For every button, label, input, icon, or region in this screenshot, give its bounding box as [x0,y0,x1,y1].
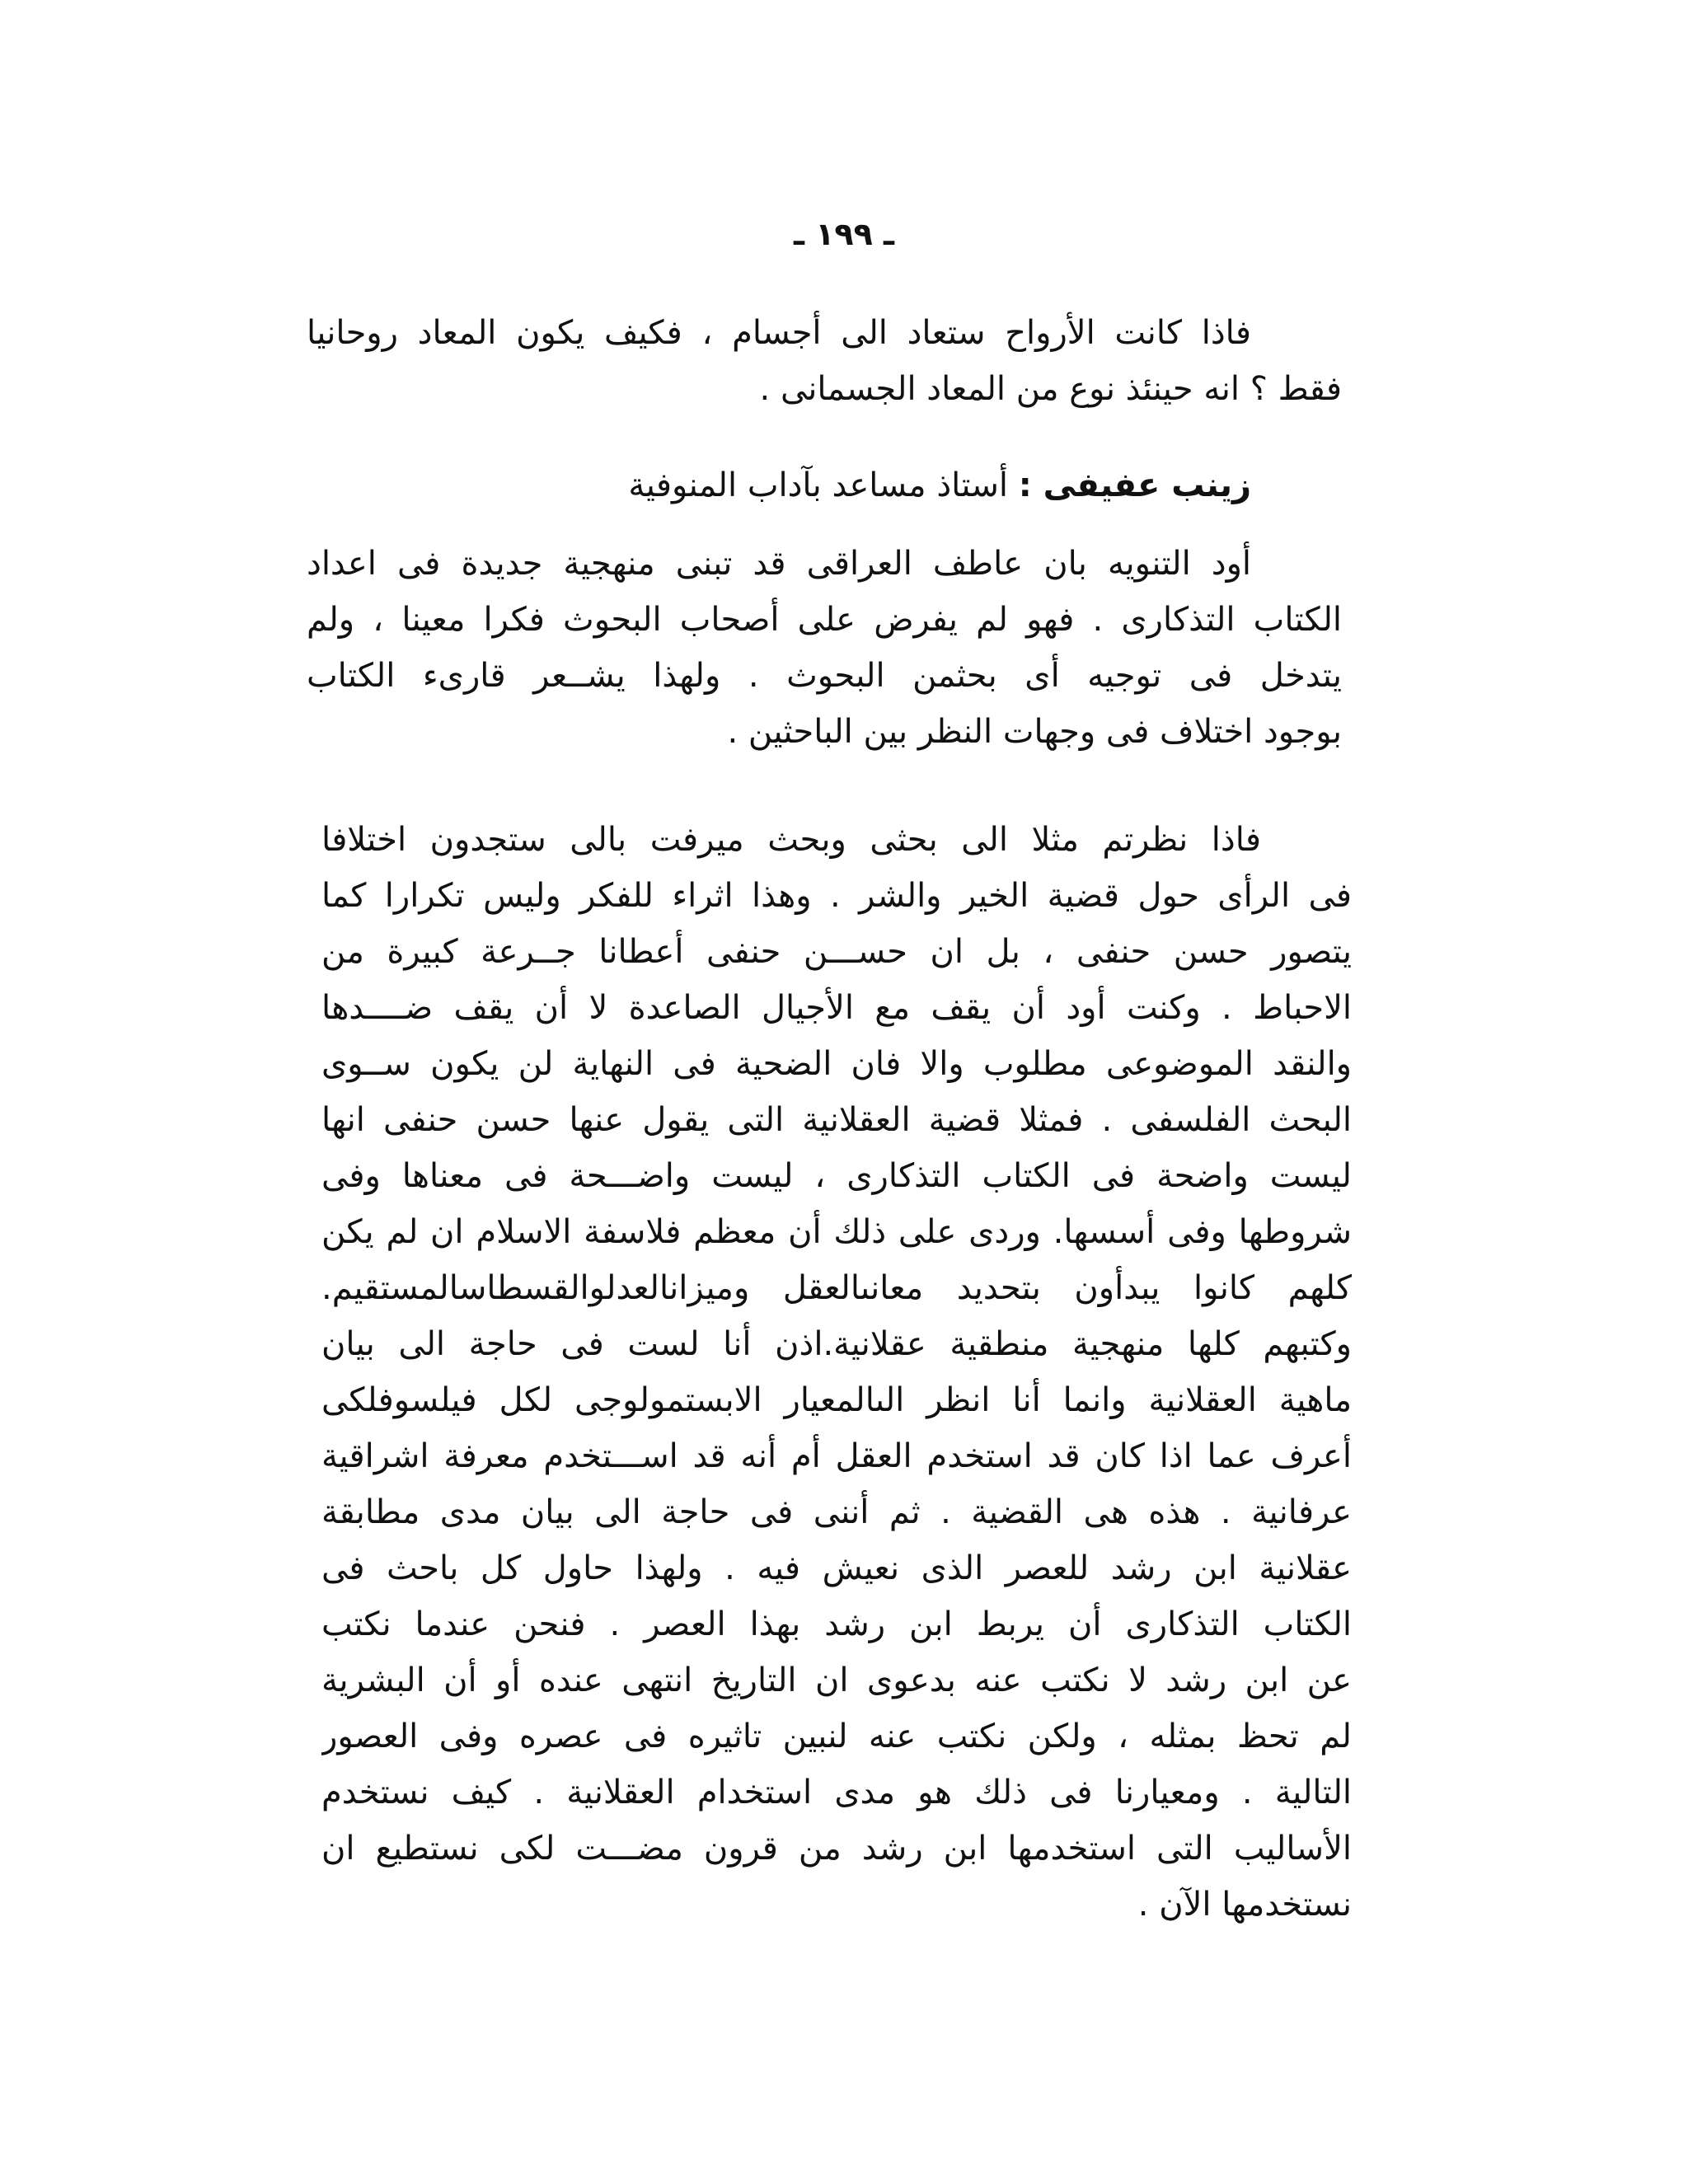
paragraph-2 [307,536,1342,760]
text-line: فى الرأى حول قضية الخير والشر . وهذا اثراء للفكر وليس تكرارا كما [321,877,1352,915]
text-line: نستخدمها الآن . [1137,1886,1352,1924]
text-line: الكتاب التذكارى أن يربط ابن رشد بهذا العصر . فنحن عندما نكتب [321,1605,1352,1643]
text-line: الاحباط . وكنت أود أن يقف مع الأجيال الصاعدة لا أن يقف ضــــدها [321,989,1352,1027]
text-line: فقط ؟ انه حينئذ نوع من المعاد الجسمانى . [759,370,1342,408]
text-line: التالية . ومعيارنا فى ذلك هو مدى استخدام العقلانية . كيف نستخدم [321,1774,1352,1811]
text-line: ماهية العقلانية وانما أنا انظر الىالمعيار الابستمولوجى لكل فيلسوفلكى [321,1381,1352,1419]
speaker-name: زينب عفيفى : [1018,466,1251,504]
speaker-title: أستاذ مساعد بآداب المنوفية [628,466,1009,504]
text-line: عقلانية ابن رشد للعصر الذى نعيش فيه . ولهذا حاول كل باحث فى [321,1549,1352,1587]
paragraph-3 [321,812,1352,1933]
text-line: بوجود اختلاف فى وجهات النظر بين الباحثين . [727,713,1342,751]
text-line: الكتاب التذكارى . فهو لم يفرض على أصحاب البحوث فكرا معينا ، ولم [307,601,1342,639]
text-line: كلهم كانوا يبدأون بتحديد معانىالعقل وميزانالعدلوالقسطاسالمستقيم. [321,1269,1352,1307]
text-line: فاذا نظرتم مثلا الى بحثى وبحث ميرفت بالى ستجدون اختلافا [321,821,1261,859]
text-line: أعرف عما اذا كان قد استخدم العقل أم أنه قد اســـتخدم معرفة اشراقية [321,1437,1352,1475]
text-line: والنقد الموضوعى مطلوب والا فان الضحية فى النهاية لن يكون ســوى [321,1045,1352,1083]
text-line: فاذا كانت الأرواح ستعاد الى أجسام ، فكيف يكون المعاد روحانيا [307,314,1251,352]
text-line: يتصور حسن حنفى ، بل ان حســـن حنفى أعطانا جــرعة كبيرة من [321,933,1352,971]
text-line: شروطها وفى أسسها. وردى على ذلك أن معظم فلاسفة الاسلام ان لم يكن [321,1213,1352,1251]
text-line: أود التنويه بان عاطف العراقى قد تبنى منهجية جديدة فى اعداد [307,545,1251,583]
text-line: الأساليب التى استخدمها ابن رشد من قرون مضـــت لكى نستطيع ان [321,1830,1352,1868]
paragraph-1 [307,305,1342,417]
text-line: يتدخل فى توجيه أى بحثمن البحوث . ولهذا يشــعر قارىء الكتاب [307,657,1342,695]
text-line: وكتبهم كلها منهجية منطقية عقلانية.اذن أنا لست فى حاجة الى بيان [321,1325,1352,1363]
text-line: ليست واضحة فى الكتاب التذكارى ، ليست واضـــحة فى معناها وفى [321,1157,1352,1195]
speaker-heading [307,457,1342,513]
text-line: عرفانية . هذه هى القضية . ثم أننى فى حاجة الى بيان مدى مطابقة [321,1493,1352,1531]
text-line: لم تحظ بمثله ، ولكن نكتب عنه لنبين تاثيره فى عصره وفى العصور [321,1718,1352,1755]
text-line: البحث الفلسفى . فمثلا قضية العقلانية التى يقول عنها حسن حنفى انها [321,1101,1352,1139]
text-line: عن ابن رشد لا نكتب عنه بدعوى ان التاريخ انتهى عنده أو أن البشرية [321,1661,1352,1699]
page-number: ـ ١٩٩ ـ [793,216,895,252]
